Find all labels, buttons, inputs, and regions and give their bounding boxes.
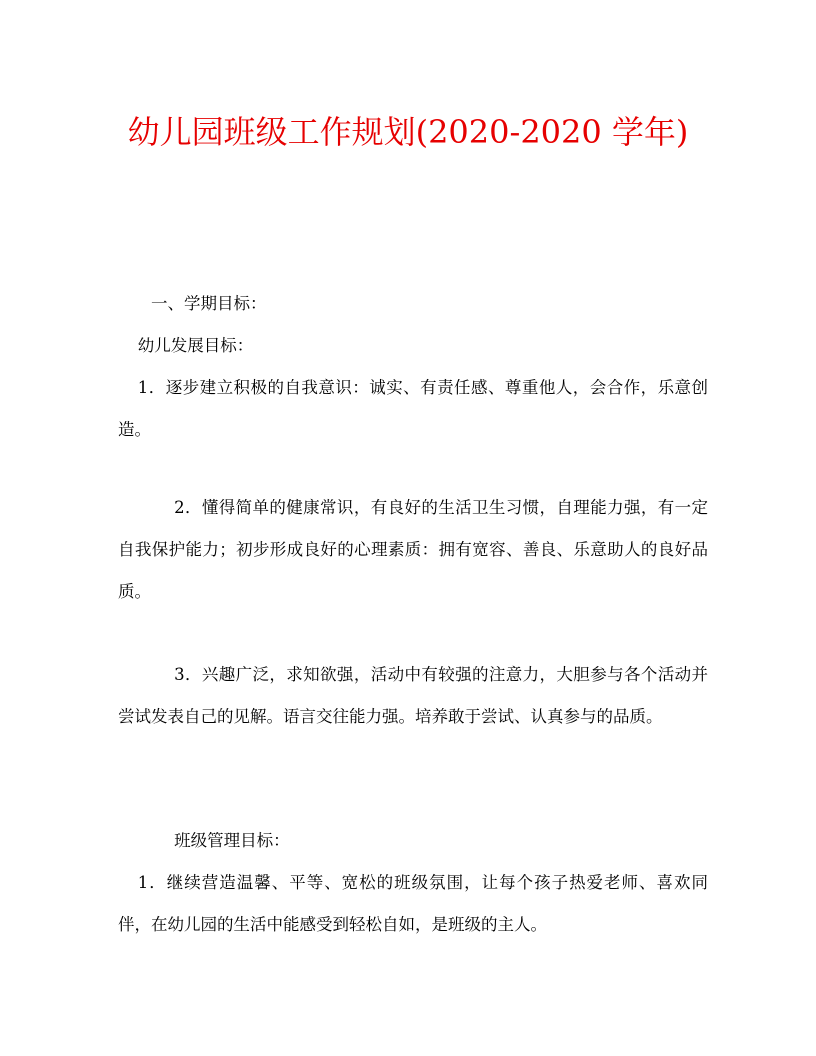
- paragraph-management-1: 1．继续营造温馨、平等、宽松的班级氛围，让每个孩子热爱老师、喜欢同伴，在幼儿园的生活中能感受到轻松自如，是班级的主人。: [118, 873, 708, 934]
- section-heading-goals: 一、学期目标：: [151, 294, 267, 313]
- document-title: 幼儿园班级工作规划(2020-2020 学年): [127, 113, 689, 151]
- paragraph-goal-1: 1．逐步建立积极的自我意识：诚实、有责任感、尊重他人，会合作，乐意创造。: [118, 378, 708, 439]
- paragraph-goal-2: 2．懂得简单的健康常识，有良好的生活卫生习惯，自理能力强，有一定自我保护能力；初步形成良好的心理素质：拥有宽容、善良、乐意助人的良好品质。: [118, 498, 708, 601]
- subheading-class-management: 班级管理目标：: [174, 831, 290, 850]
- subheading-child-development: 幼儿发展目标：: [137, 336, 254, 355]
- paragraph-goal-3: 3．兴趣广泛，求知欲强，活动中有较强的注意力，大胆参与各个活动并尝试发表自己的见解。语言交往能力强。培养敢于尝试、认真参与的品质。: [118, 665, 708, 726]
